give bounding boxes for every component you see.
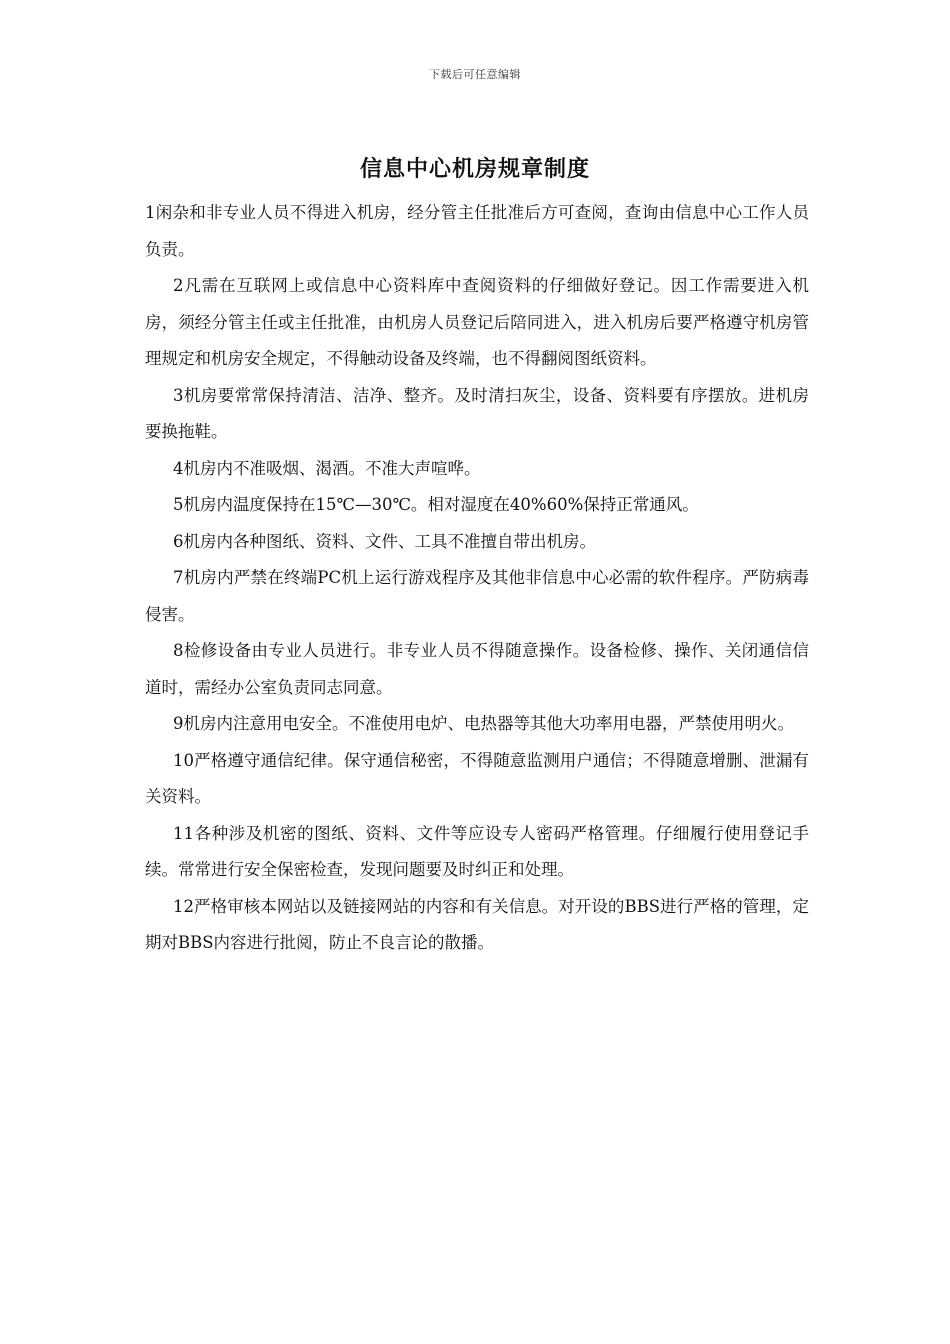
rule-paragraph-10: 10严格遵守通信纪律。保守通信秘密，不得随意监测用户通信；不得随意增删、泄漏有关资料。 <box>145 750 809 806</box>
rule-paragraph-3: 3机房要常常保持清洁、洁净、整齐。及时清扫灰尘，设备、资料要有序摆放。进机房要换拖鞋。 <box>145 385 809 441</box>
rule-paragraph-7: 7机房内严禁在终端PC机上运行游戏程序及其他非信息中心必需的软件程序。严防病毒侵害。 <box>145 568 809 624</box>
rule-paragraph-1: 1闲杂和非专业人员不得进入机房，经分管主任批准后方可查阅，查询由信息中心工作人员负责。 <box>145 203 809 259</box>
regulation-body <box>145 195 809 962</box>
rule-paragraph-9: 9机房内注意用电安全。不准使用电炉、电热器等其他大功率用电器，严禁使用明火。 <box>173 714 794 733</box>
document-title: 信息中心机房规章制度 <box>359 156 590 182</box>
rule-paragraph-8: 8检修设备由专业人员进行。非专业人员不得随意操作。设备检修、操作、关闭通信信道时，需经办公室负责同志同意。 <box>145 641 809 697</box>
rule-paragraph-11: 11各种涉及机密的图纸、资料、文件等应设专人密码严格管理。仔细履行使用登记手续。常常进行安全保密检查，发现问题要及时纠正和处理。 <box>145 823 809 879</box>
header-note: 下载后可任意编辑 <box>429 68 521 81</box>
rule-paragraph-2: 2凡需在互联网上或信息中心资料库中查阅资料的仔细做好登记。因工作需要进入机房，须经分管主任或主任批准，由机房人员登记后陪同进入，进入机房后要严格遵守机房管理规定和机房安全规定，不得触动设备及终端，也不得翻阅图纸资料。 <box>145 276 809 368</box>
rule-paragraph-4: 4机房内不准吸烟、渴酒。不准大声喧哗。 <box>173 458 481 478</box>
rule-paragraph-5: 5机房内温度保持在15℃—30℃。相对湿度在40%60%保持正常通风。 <box>173 495 699 514</box>
rule-paragraph-12: 12严格审核本网站以及链接网站的内容和有关信息。对开设的BBS进行严格的管理，定期对BBS内容进行批阅，防止不良言论的散播。 <box>145 896 809 952</box>
rule-paragraph-6: 6机房内各种图纸、资料、文件、工具不准擅自带出机房。 <box>173 531 596 551</box>
